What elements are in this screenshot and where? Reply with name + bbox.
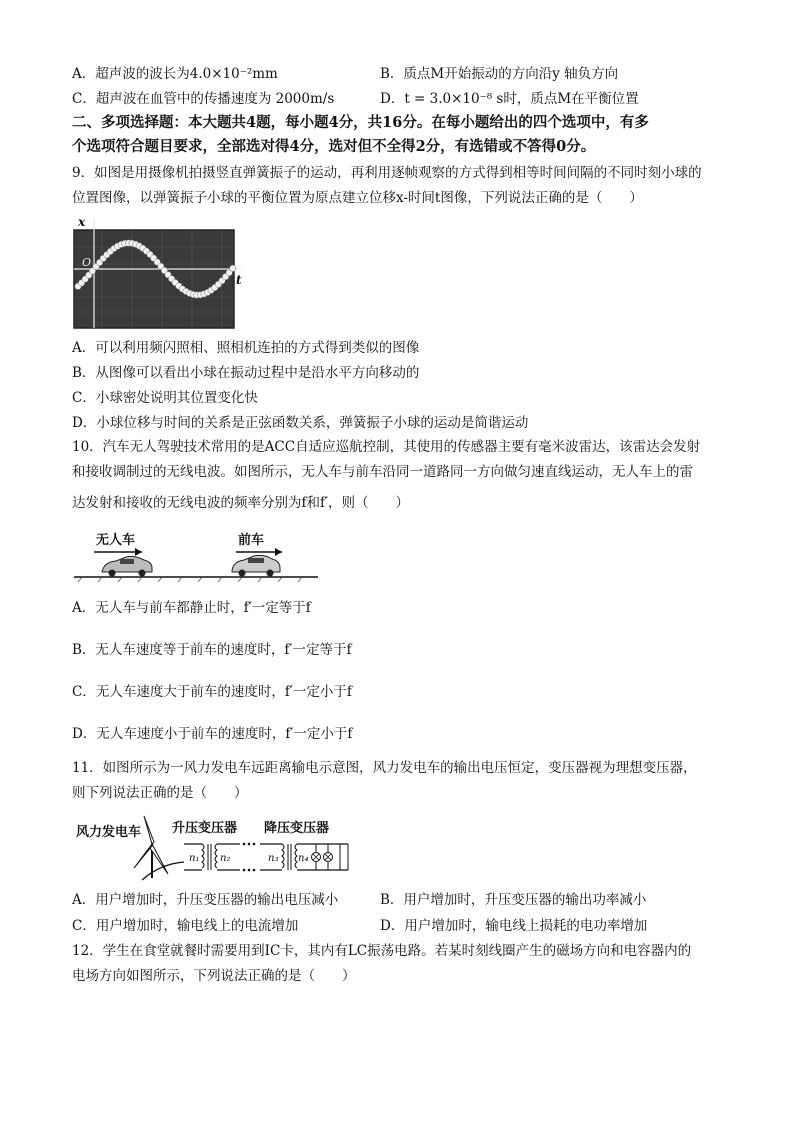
q10-velocity-arrow-1: [94, 548, 142, 556]
q8-option-b: B．质点M开始振动的方向沿y 轴负方向: [380, 66, 619, 82]
q9-option-a: A．可以利用频闪照相、照相机连拍的方式得到类似的图像: [72, 340, 420, 356]
q10-option-a: A．无人车与前车都静止时，f′一定等于f: [72, 600, 311, 616]
section2-heading-line1: 二、多项选择题：本大题共4题，每小题4分，共16分。在每小题给出的四个选项中，有多: [72, 114, 649, 131]
q9-option-d: D．小球位移与时间的关系是正弦函数关系，弹簧振子小球的运动是简谐运动: [72, 415, 529, 431]
q11-n1-label: n₁: [189, 853, 200, 864]
q10-velocity-arrow-2: [236, 548, 282, 556]
q9-stem-line1: 9．如图是用摄像机拍摄竖直弹簧振子的运动，再利用逐帧观察的方式得到相等时间间隔的不同时刻小球的: [72, 165, 702, 181]
q11-step-up-label: 升压变压器: [172, 821, 238, 836]
q10-front-car-label: 前车: [238, 533, 265, 548]
q10-self-driving-car-label: 无人车: [96, 533, 136, 548]
q8-option-a: A．超声波的波长为4.0×10⁻²mm: [72, 66, 278, 82]
q9-origin-label: O: [82, 256, 92, 269]
q10-road-hatching: [78, 577, 302, 582]
q11-user-loads: [312, 844, 349, 870]
q11-step-down-label: 降压变压器: [264, 821, 330, 836]
q9-x-label: x: [78, 215, 86, 229]
q11-option-a: A．用户增加时，升压变压器的输出电压减小: [72, 892, 339, 908]
q11-option-c: C．用户增加时，输电线上的电流增加: [72, 918, 299, 934]
q11-n2-label: n₂: [220, 853, 231, 864]
q12-stem-line1: 12．学生在食堂就餐时需要用到IC卡，其内有LC振荡电路。若某时刻线圈产生的磁场方向和电容器内的: [72, 943, 692, 959]
q10-option-d: D．无人车速度小于前车的速度时，f′一定小于f: [72, 726, 353, 742]
q10-cars-figure: [72, 528, 322, 584]
q11-n4-label: n₄: [298, 853, 309, 864]
q11-generator-label: 风力发电车: [76, 825, 142, 840]
q8-option-c: C．超声波在血管中的传播速度为 2000m/s: [72, 91, 335, 107]
q9-ball-dot: [230, 265, 236, 271]
q12-stem-line2: 电场方向如图所示，下列说法正确的是（ ）: [72, 968, 356, 984]
q9-xt-figure: [72, 212, 252, 330]
q9-figure-background: [74, 230, 234, 328]
q9-option-c: C．小球密处说明其位置变化快: [72, 390, 258, 406]
q10-stem-line3: 达发射和接收的无线电波的频率分别为f和f′，则（ ）: [72, 495, 410, 511]
q11-stem-line2: 则下列说法正确的是（ ）: [72, 785, 248, 801]
q11-transmission-figure: [72, 810, 372, 886]
q10-stem-line1: 10．汽车无人驾驶技术常用的是ACC自适应巡航控制，其使用的传感器主要有毫米波雷达，该雷达会发射: [72, 439, 701, 455]
q10-self-driving-car: [102, 556, 152, 576]
q9-t-label: t: [236, 273, 242, 287]
q11-option-b: B．用户增加时，升压变压器的输出功率减小: [380, 892, 647, 908]
q10-front-car: [232, 555, 280, 576]
q9-option-b: B．从图像可以看出小球在振动过程中是沿水平方向移动的: [72, 365, 420, 381]
q9-stem-line2: 位置图像，以弹簧振子小球的平衡位置为原点建立位移x-时间t图像，下列说法正确的是（ ）: [72, 190, 643, 206]
q11-n3-label: n₃: [268, 853, 279, 864]
q11-stem-line1: 11．如图所示为一风力发电车远距离输电示意图，风力发电车的输出电压恒定，变压器视为理想变压器，: [72, 760, 697, 776]
q8-option-d: D．t = 3.0×10⁻⁸ s时，质点M在平衡位置: [380, 91, 639, 107]
q10-option-c: C．无人车速度大于前车的速度时，f′一定小于f: [72, 684, 352, 700]
q10-option-b: B．无人车速度等于前车的速度时，f′一定等于f: [72, 642, 352, 658]
section2-heading-line2: 个选项符合题目要求，全部选对得4分，选对但不全得2分，有选错或不答得0分。: [72, 138, 596, 155]
q11-option-d: D．用户增加时，输电线上损耗的电功率增加: [380, 918, 648, 934]
q10-stem-line2: 和接收调制过的无线电波。如图所示，无人车与前车沿同一道路同一方向做匀速直线运动，无人车上的雷: [72, 464, 693, 480]
q11-transmission-line-dots: [243, 843, 256, 872]
